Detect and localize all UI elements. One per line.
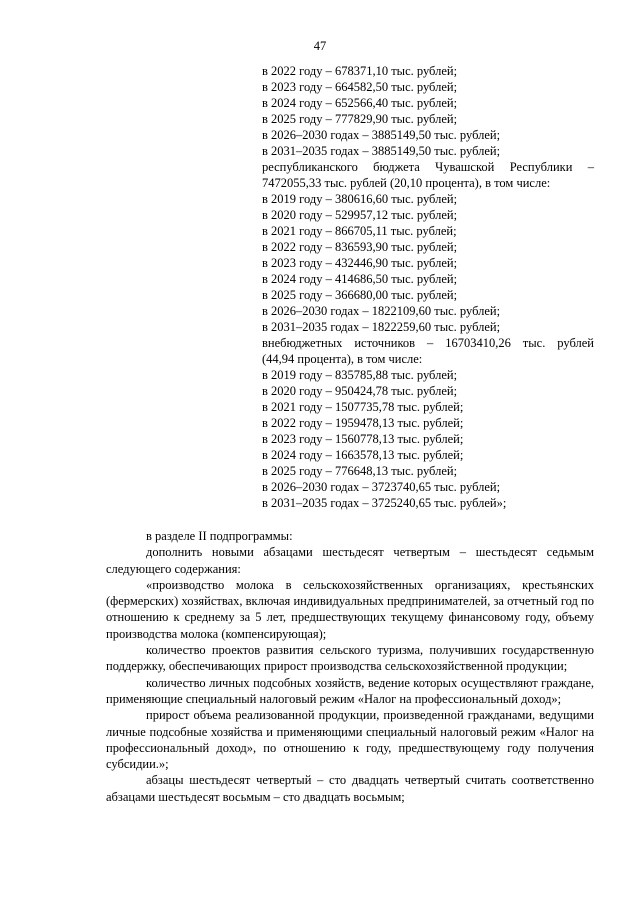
republic-line: в 2022 году – 836593,90 тыс. рублей; <box>262 240 458 254</box>
extrabudget-heading: внебюджетных источников – 16703410,26 тыс. рублей <box>262 336 594 350</box>
republic-line: в 2025 году – 366680,00 тыс. рублей; <box>262 288 458 302</box>
funding-line: в 2024 году – 652566,40 тыс. рублей; <box>262 96 458 110</box>
extrabudget-line: в 2026–2030 годах – 3723740,65 тыс. рублей; <box>262 480 501 494</box>
amendment-text <box>106 528 594 805</box>
body-paragraph: дополнить новыми абзацами шестьдесят четвертым – шестьдесят седьмым следующего содержания: <box>106 545 594 576</box>
extrabudget-line: в 2022 году – 1959478,13 тыс. рублей; <box>262 416 464 430</box>
republic-line: в 2019 году – 380616,60 тыс. рублей; <box>262 192 458 206</box>
body-paragraph: в разделе II подпрограммы: <box>146 529 293 543</box>
republic-line: в 2031–2035 годах – 1822259,60 тыс. рублей; <box>262 320 501 334</box>
extrabudget-line: в 2025 году – 776648,13 тыс. рублей; <box>262 464 458 478</box>
funding-breakdown <box>262 63 594 511</box>
extrabudget-line: в 2023 году – 1560778,13 тыс. рублей; <box>262 432 464 446</box>
republic-budget-heading: республиканского бюджета Чувашской Республики – <box>262 160 594 174</box>
funding-line: в 2023 году – 664582,50 тыс. рублей; <box>262 80 458 94</box>
body-paragraph: «производство молока в сельскохозяйственных организациях, крестьянских (фермерских) хозяйствах, включая индивидуальных предпринимателей, за отчетный год по отношению к среднему за 5 лет, предшествующих текущему финансовому году, объему производства молока (компенсирующая); <box>106 577 594 641</box>
extrabudget-line: в 2021 году – 1507735,78 тыс. рублей; <box>262 400 464 414</box>
funding-line: в 2022 году – 678371,10 тыс. рублей; <box>262 64 458 78</box>
body-paragraph: абзацы шестьдесят четвертый – сто двадцать четвертый считать соответственно абзацами шестьдесят восьмым – сто двадцать восьмым; <box>106 773 594 804</box>
body-paragraph: количество проектов развития сельского туризма, получивших государственную поддержку, обеспечивающих прирост производства сельскохозяйственной продукции; <box>106 643 594 674</box>
extrabudget-line: в 2019 году – 835785,88 тыс. рублей; <box>262 368 458 382</box>
funding-line: в 2026–2030 годах – 3885149,50 тыс. рублей; <box>262 128 501 142</box>
republic-line: в 2020 году – 529957,12 тыс. рублей; <box>262 208 458 222</box>
extrabudget-line: в 2031–2035 годах – 3725240,65 тыс. рублей»; <box>262 496 507 510</box>
extrabudget-line: в 2024 году – 1663578,13 тыс. рублей; <box>262 448 464 462</box>
funding-line: в 2025 году – 777829,90 тыс. рублей; <box>262 112 458 126</box>
funding-line: в 2031–2035 годах – 3885149,50 тыс. рублей; <box>262 144 501 158</box>
extrabudget-total: (44,94 процента), в том числе: <box>262 352 423 366</box>
republic-line: в 2026–2030 годах – 1822109,60 тыс. рублей; <box>262 304 501 318</box>
page-number: 47 <box>313 39 327 53</box>
extrabudget-line: в 2020 году – 950424,78 тыс. рублей; <box>262 384 458 398</box>
republic-line: в 2024 году – 414686,50 тыс. рублей; <box>262 272 458 286</box>
republic-budget-total: 7472055,33 тыс. рублей (20,10 процента), в том числе: <box>262 176 551 190</box>
republic-line: в 2023 году – 432446,90 тыс. рублей; <box>262 256 458 270</box>
body-paragraph: количество личных подсобных хозяйств, ведение которых осуществляют граждане, применяющие специальный налоговый режим «Налог на профессиональный доход»; <box>106 675 594 706</box>
republic-line: в 2021 году – 866705,11 тыс. рублей; <box>262 224 457 238</box>
body-paragraph: прирост объема реализованной продукции, произведенной гражданами, ведущими личные подсобные хозяйства и применяющими специальный налоговый режим «Налог на профессиональный доход», по отношению к году, предшествующему году получения субсидии.»; <box>106 708 594 772</box>
